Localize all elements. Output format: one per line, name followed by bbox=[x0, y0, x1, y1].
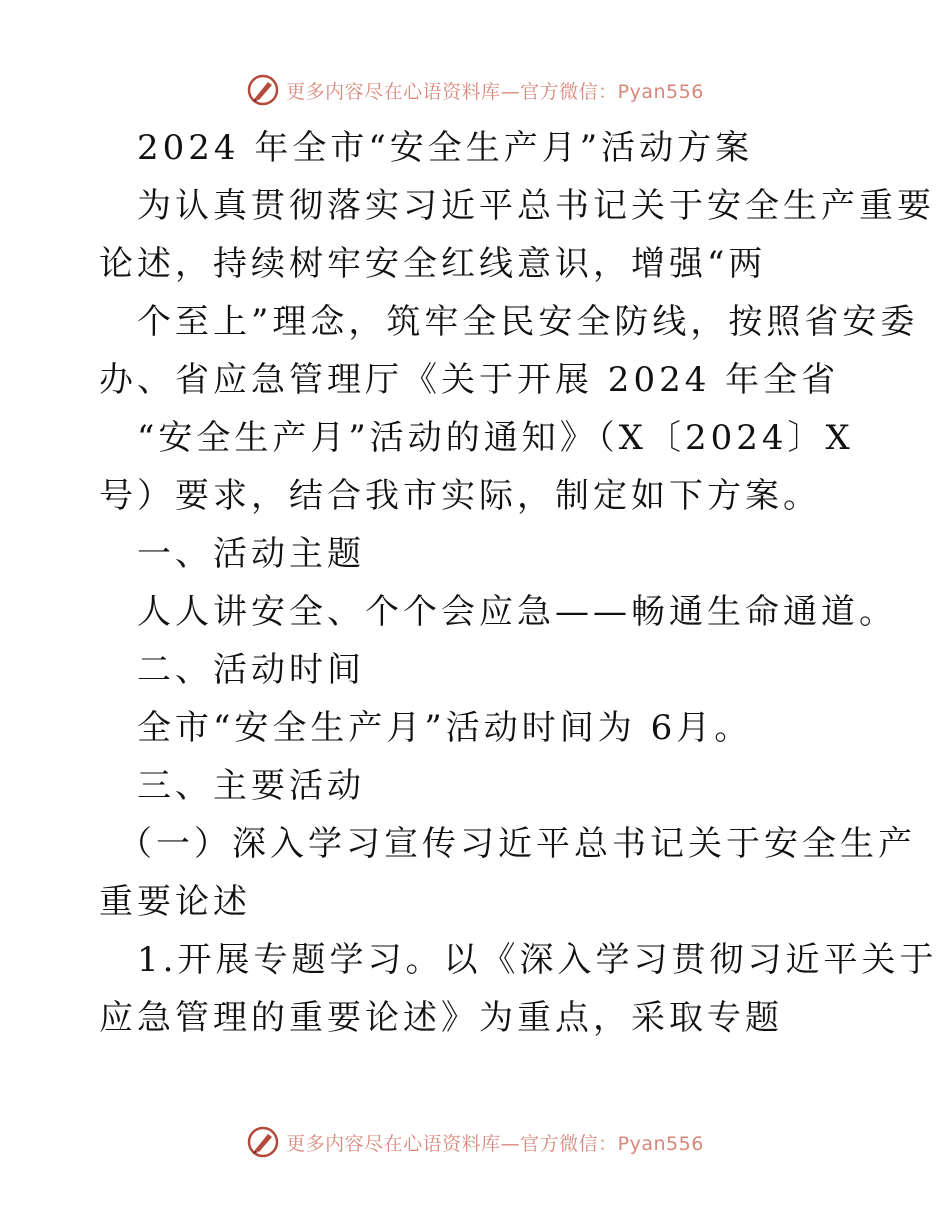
header-watermark bbox=[0, 70, 950, 110]
paragraph-line: 办、省应急管理厅《关于开展 2024 年全省 bbox=[99, 360, 840, 400]
footer-watermark bbox=[0, 1122, 950, 1162]
subsection-heading: 重要论述 bbox=[99, 882, 251, 922]
paragraph-line: 人人讲安全、个个会应急——畅通生命通道。 bbox=[137, 592, 897, 632]
paragraph-line: 1.开展专题学习。以《深入学习贯彻习近平关于 bbox=[137, 940, 938, 980]
paragraph-line: 为认真贯彻落实习近平总书记关于安全生产重要 bbox=[137, 186, 935, 226]
paragraph-line: “安全生产月”活动的通知》（X〔2024〕X bbox=[137, 418, 854, 458]
paragraph-line: 全市“安全生产月”活动时间为 6月。 bbox=[137, 708, 753, 748]
paragraph-line: 个至上”理念，筑牢全民安全防线，按照省安委 bbox=[137, 302, 919, 342]
subsection-heading: （一）深入学习宣传习近平总书记关于安全生产 bbox=[118, 824, 916, 864]
paragraph-line: 应急管理的重要论述》为重点，采取专题 bbox=[99, 998, 783, 1038]
pen-seal-icon bbox=[246, 1125, 280, 1159]
section-heading: 一、活动主题 bbox=[137, 534, 365, 574]
section-heading: 三、主要活动 bbox=[137, 766, 365, 806]
section-heading: 二、活动时间 bbox=[137, 650, 365, 690]
watermark-text: 更多内容尽在心语资料库—官方微信：Pyan556 bbox=[286, 1132, 704, 1155]
pen-seal-icon bbox=[246, 73, 280, 107]
paragraph-line: 号）要求，结合我市实际，制定如下方案。 bbox=[99, 476, 821, 516]
paragraph-line: 论述，持续树牢安全红线意识，增强“两 bbox=[99, 244, 767, 284]
watermark-text: 更多内容尽在心语资料库—官方微信：Pyan556 bbox=[286, 80, 704, 103]
document-title: 2024 年全市“安全生产月”活动方案 bbox=[137, 128, 754, 168]
